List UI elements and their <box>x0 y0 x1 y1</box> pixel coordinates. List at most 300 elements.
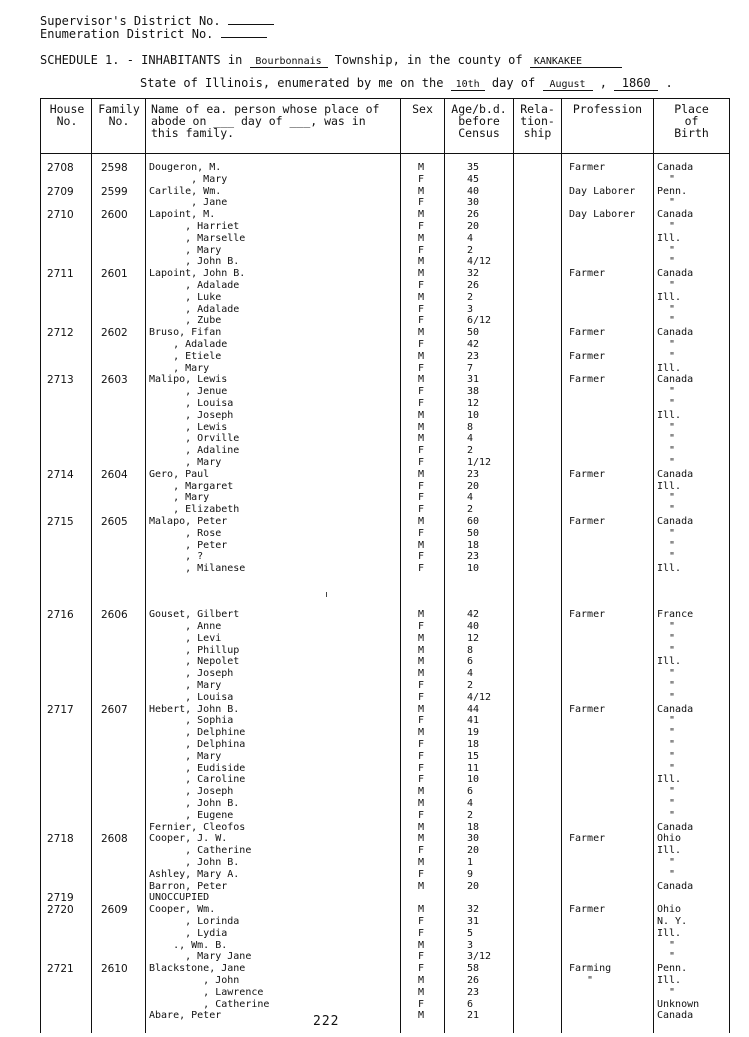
person-name: , Joseph <box>149 409 234 421</box>
birthplace-value: Ill. <box>657 362 682 374</box>
age-value: 38 <box>467 386 480 398</box>
house-number: 2719 <box>47 892 74 905</box>
age-value: 1 <box>467 857 474 868</box>
house-number: 2709 <box>47 185 74 198</box>
table-row <box>41 963 729 975</box>
table-row <box>41 563 729 575</box>
age-value: 2 <box>467 291 474 303</box>
birthplace-value: " <box>657 421 676 433</box>
table-row <box>41 668 729 680</box>
sex-value: F <box>418 173 425 185</box>
age-value: 5 <box>467 927 474 939</box>
enumeration-month: August <box>543 79 593 91</box>
birthplace-value: " <box>657 668 676 680</box>
sex-value: M <box>418 539 425 551</box>
table-row <box>41 857 729 869</box>
sex-value: F <box>418 445 425 457</box>
birthplace-value: " <box>657 256 676 268</box>
house-number: 2718 <box>47 833 74 846</box>
age-value: 31 <box>467 916 480 927</box>
age-value: 6 <box>467 786 474 798</box>
sex-value: M <box>418 268 425 280</box>
age-value: 1/12 <box>467 457 492 468</box>
sex-value: F <box>418 845 425 857</box>
birthplace-value: France <box>657 609 694 621</box>
house-number: 2715 <box>47 516 74 528</box>
profession-value: Farmer <box>569 703 606 715</box>
sex-value: F <box>418 457 425 468</box>
family-number: 2607 <box>101 703 128 716</box>
person-name: , Jane <box>149 197 228 209</box>
age-value: 11 <box>467 762 480 774</box>
age-value: 23 <box>467 468 480 480</box>
person-name: Hebert, John B. <box>149 703 240 715</box>
table-row <box>41 256 729 268</box>
table-row <box>41 174 729 186</box>
birthplace-value: " <box>657 762 676 774</box>
state-prefix: State of Illinois, enumerated by me on the <box>140 76 444 90</box>
person-name: , John B. <box>149 798 240 809</box>
age-value: 2 <box>467 809 474 821</box>
family-number: 2609 <box>101 904 128 917</box>
person-name: , Delphina <box>149 739 246 750</box>
table-row <box>41 422 729 434</box>
table-row <box>41 374 729 386</box>
table-row <box>41 363 729 375</box>
age-value: 20 <box>467 480 480 492</box>
birthplace-value: " <box>657 632 676 644</box>
supervisor-district-label: Supervisor's District No. <box>40 14 221 28</box>
column-header-profession: Profession <box>572 102 643 116</box>
age-value: 42 <box>467 609 480 621</box>
header-divider <box>41 153 729 154</box>
person-name: , Adalade <box>149 280 240 291</box>
month-comma: , <box>599 76 607 90</box>
sex-value: M <box>418 880 425 892</box>
sex-value: M <box>418 644 425 656</box>
table-row <box>41 904 729 916</box>
age-value: 3/12 <box>467 951 492 963</box>
profession-value: Farmer <box>569 374 606 386</box>
person-name: Malapo, Peter <box>149 516 228 527</box>
table-row <box>41 398 729 410</box>
age-value: 3 <box>467 939 474 951</box>
table-row <box>41 999 729 1011</box>
table-row <box>41 327 729 339</box>
person-name: Cooper, Wm. <box>149 904 216 916</box>
age-value: 21 <box>467 1010 480 1022</box>
birthplace-value: " <box>657 857 676 868</box>
house-number: 2710 <box>47 209 74 222</box>
birthplace-value: " <box>657 939 676 951</box>
profession-value: Day Laborer <box>569 209 636 221</box>
age-value: 10 <box>467 563 480 575</box>
table-row <box>41 892 729 904</box>
table-row <box>41 457 729 469</box>
sex-value: F <box>418 762 425 774</box>
sex-value: F <box>418 221 425 232</box>
age-value: 2 <box>467 680 474 691</box>
profession-value: Farmer <box>569 609 606 621</box>
age-value: 44 <box>467 703 480 715</box>
sex-value: M <box>418 185 425 197</box>
table-row <box>41 280 729 292</box>
sex-value: F <box>418 398 425 409</box>
age-value: 10 <box>467 774 480 786</box>
age-value: 4 <box>467 232 474 244</box>
person-name: , Mary <box>149 244 222 256</box>
day-suffix: day of <box>491 76 536 90</box>
sex-value: M <box>418 374 425 386</box>
table-row <box>41 656 729 668</box>
profession-value: Farming <box>569 963 612 975</box>
sex-value: F <box>418 621 425 632</box>
family-number: 2610 <box>101 963 128 976</box>
table-row <box>41 551 729 563</box>
table-row <box>41 162 729 174</box>
person-name: , Adalade <box>149 339 228 350</box>
person-name: , Mary <box>149 173 228 185</box>
table-row <box>41 315 729 327</box>
birthplace-value: " <box>657 786 676 798</box>
age-value: 4 <box>467 433 474 445</box>
table-row <box>41 292 729 304</box>
table-row <box>41 739 729 751</box>
house-number: 2716 <box>47 609 74 622</box>
table-row <box>41 798 729 810</box>
person-name: , Peter <box>149 539 228 551</box>
table-row <box>41 492 729 504</box>
birthplace-value: " <box>657 350 676 362</box>
table-row <box>41 727 729 739</box>
table-row <box>41 245 729 257</box>
birthplace-value: " <box>657 398 676 409</box>
sex-value: M <box>418 857 425 868</box>
person-name: , Lewis <box>149 421 228 433</box>
age-value: 6 <box>467 998 474 1010</box>
enumeration-district-label: Enumeration District No. <box>40 27 214 41</box>
table-row <box>41 928 729 940</box>
age-value: 23 <box>467 986 480 998</box>
column-header-house: House No. <box>49 102 85 128</box>
birthplace-value: Canada <box>657 703 694 715</box>
person-name: , Delphine <box>149 727 246 739</box>
age-value: 31 <box>467 374 480 386</box>
person-name: , Margaret <box>149 480 234 492</box>
enumeration-district-line <box>40 27 267 41</box>
person-name: , Mary <box>149 362 210 374</box>
age-value: 50 <box>467 327 480 339</box>
person-name: , Mary <box>149 492 210 504</box>
profession-value: Farmer <box>569 162 606 173</box>
age-value: 41 <box>467 715 480 727</box>
sex-value: M <box>418 786 425 798</box>
birthplace-value: N. Y. <box>657 916 688 927</box>
age-value: 26 <box>467 209 480 221</box>
birthplace-value: Penn. <box>657 963 688 975</box>
table-row <box>41 304 729 316</box>
birthplace-value: " <box>657 809 676 821</box>
table-row <box>41 469 729 481</box>
township-name: Bourbonnais <box>250 56 328 68</box>
birthplace-value: " <box>657 621 676 632</box>
person-name: , Lydia <box>149 927 228 939</box>
birthplace-value: Ill. <box>657 232 682 244</box>
birthplace-value: " <box>657 492 676 504</box>
person-name: , John <box>149 975 240 986</box>
table-row <box>41 386 729 398</box>
age-value: 18 <box>467 739 480 750</box>
profession-value: Day Laborer <box>569 185 636 197</box>
table-row <box>41 940 729 952</box>
birthplace-value: " <box>657 539 676 551</box>
age-value: 10 <box>467 409 480 421</box>
birthplace-value: Canada <box>657 162 694 173</box>
table-row <box>41 268 729 280</box>
column-header-birthplace: Place of Birth <box>674 102 709 140</box>
table-row <box>41 504 729 516</box>
person-name: Gero, Paul <box>149 468 210 480</box>
age-value: 7 <box>467 362 474 374</box>
sex-value: M <box>418 703 425 715</box>
column-header-relationship: Rela- tion- ship <box>520 102 555 140</box>
sex-value: F <box>418 504 425 516</box>
house-number: 2708 <box>47 162 74 174</box>
table-row <box>41 351 729 363</box>
schedule-line <box>40 53 622 68</box>
person-name: Abare, Peter <box>149 1010 222 1022</box>
birthplace-value: Canada <box>657 268 694 280</box>
birthplace-value: Canada <box>657 374 694 386</box>
house-number: 2712 <box>47 327 74 340</box>
birthplace-value: Penn. <box>657 185 688 197</box>
person-name: Lapoint, M. <box>149 209 216 221</box>
state-line <box>140 76 673 91</box>
birthplace-value: " <box>657 739 676 750</box>
sex-value: F <box>418 739 425 750</box>
sex-value: M <box>418 409 425 421</box>
birthplace-value: " <box>657 750 676 762</box>
age-value: 15 <box>467 750 480 762</box>
birthplace-value: Canada <box>657 516 694 527</box>
table-row <box>41 833 729 845</box>
age-value: 4 <box>467 492 474 504</box>
sex-value: F <box>418 951 425 963</box>
person-name: Dougeron, M. <box>149 162 222 173</box>
age-value: 40 <box>467 621 480 632</box>
sex-value: M <box>418 468 425 480</box>
table-row <box>41 339 729 351</box>
column-header-sex: Sex <box>412 102 433 116</box>
house-number: 2720 <box>47 904 74 917</box>
profession-value: Farmer <box>569 327 606 339</box>
person-name: , Etiele <box>149 350 222 362</box>
profession-value: " <box>569 975 594 986</box>
enumeration-day: 10th <box>451 79 485 91</box>
birthplace-value: Ill. <box>657 656 682 668</box>
person-name: , Milanese <box>149 563 246 575</box>
person-name: , Phillup <box>149 644 240 656</box>
person-name: , Sophia <box>149 715 234 727</box>
age-value: 42 <box>467 339 480 350</box>
birthplace-value: Ill. <box>657 845 682 857</box>
table-row <box>41 433 729 445</box>
birthplace-value: Unknown <box>657 998 700 1010</box>
person-name: , Louisa <box>149 398 234 409</box>
age-value: 3 <box>467 303 474 315</box>
sex-value: F <box>418 998 425 1010</box>
birthplace-value: " <box>657 303 676 315</box>
person-name: , Jenue <box>149 386 228 398</box>
sex-value: F <box>418 339 425 350</box>
sex-value: F <box>418 916 425 927</box>
table-row <box>41 680 729 692</box>
table-row <box>41 704 729 716</box>
family-number: 2604 <box>101 468 128 481</box>
table-row <box>41 975 729 987</box>
age-value: 2 <box>467 504 474 516</box>
sex-value: F <box>418 715 425 727</box>
sex-value: F <box>418 563 425 575</box>
birthplace-value: Ill. <box>657 409 682 421</box>
person-name: , Louisa <box>149 691 234 703</box>
birthplace-value: " <box>657 691 676 703</box>
table-row <box>41 645 729 657</box>
table-row <box>41 786 729 798</box>
age-value: 30 <box>467 197 480 209</box>
person-name: , Lorinda <box>149 916 240 927</box>
sex-value: M <box>418 656 425 668</box>
birthplace-value: " <box>657 197 676 209</box>
birthplace-value: Ohio <box>657 904 682 916</box>
enumeration-year: 1860 <box>614 76 658 91</box>
sex-value: M <box>418 162 425 173</box>
age-value: 8 <box>467 421 474 433</box>
table-row <box>41 481 729 493</box>
sex-value: M <box>418 986 425 998</box>
schedule-prefix: SCHEDULE 1. - INHABITANTS in <box>40 53 243 67</box>
age-value: 8 <box>467 644 474 656</box>
profession-value: Farmer <box>569 516 606 527</box>
age-value: 18 <box>467 821 480 833</box>
age-value: 2 <box>467 244 474 256</box>
house-number: 2714 <box>47 468 74 481</box>
person-name: , Orville <box>149 433 240 445</box>
person-name: , Elizabeth <box>149 504 240 516</box>
family-number: 2606 <box>101 609 128 622</box>
person-name: Gouset, Gilbert <box>149 609 240 621</box>
table-row <box>41 609 729 621</box>
profession-value: Farmer <box>569 833 606 845</box>
sex-value: M <box>418 668 425 680</box>
person-name: , Mary <box>149 750 222 762</box>
person-name: , Luke <box>149 291 222 303</box>
table-row <box>41 774 729 786</box>
birthplace-value: Ill. <box>657 975 682 986</box>
sex-value: M <box>418 632 425 644</box>
birthplace-value: Canada <box>657 1010 694 1022</box>
sex-value: M <box>418 833 425 845</box>
house-number: 2721 <box>47 963 74 976</box>
birthplace-value: " <box>657 244 676 256</box>
sex-value: M <box>418 421 425 433</box>
sex-value: M <box>418 798 425 809</box>
sex-value: F <box>418 809 425 821</box>
year-period: . <box>665 76 673 90</box>
age-value: 4 <box>467 798 474 809</box>
family-number: 2608 <box>101 833 128 846</box>
sex-value: F <box>418 691 425 703</box>
person-name: Bruso, Fifan <box>149 327 222 339</box>
birthplace-value: " <box>657 868 676 880</box>
supervisor-district-blank <box>228 14 274 25</box>
sex-value: F <box>418 280 425 291</box>
sex-value: M <box>418 327 425 339</box>
age-value: 30 <box>467 833 480 845</box>
profession-value: Farmer <box>569 268 606 280</box>
sex-value: M <box>418 433 425 445</box>
person-name: Malipo, Lewis <box>149 374 228 386</box>
person-name: Blackstone, Jane <box>149 963 246 975</box>
birthplace-value: Canada <box>657 327 694 339</box>
table-row <box>41 987 729 999</box>
person-name: , Adaline <box>149 445 240 457</box>
birthplace-value: Ill. <box>657 563 682 575</box>
table-row <box>41 445 729 457</box>
age-value: 20 <box>467 221 480 232</box>
sex-value: M <box>418 821 425 833</box>
table-row <box>41 621 729 633</box>
county-name: KANKAKEE <box>530 56 622 68</box>
sex-value: F <box>418 527 425 539</box>
birthplace-value: Ill. <box>657 774 682 786</box>
column-header-age: Age/b.d. before Census <box>451 102 507 140</box>
person-name: Lapoint, John B. <box>149 268 246 280</box>
birthplace-value: " <box>657 527 676 539</box>
person-name: , Mary Jane <box>149 951 252 963</box>
person-name: , Marselle <box>149 232 246 244</box>
birthplace-value: Ill. <box>657 291 682 303</box>
person-name: , Harriet <box>149 221 240 232</box>
table-row <box>41 197 729 209</box>
township-mid-text: Township, in the county of <box>334 53 523 67</box>
table-row <box>41 1010 729 1022</box>
age-value: 26 <box>467 975 480 986</box>
person-name: , Catherine <box>149 845 252 857</box>
birthplace-value: " <box>657 280 676 291</box>
column-header-name: Name of ea. person whose place of abode on ___ day of ___, was in this family. <box>151 102 380 140</box>
person-name: Fernier, Cleofos <box>149 821 246 833</box>
profession-value: Farmer <box>569 468 606 480</box>
birthplace-value: " <box>657 386 676 398</box>
person-name: , John B. <box>149 256 240 268</box>
table-row <box>41 209 729 221</box>
table-row <box>41 751 729 763</box>
age-value: 20 <box>467 880 480 892</box>
age-value: 60 <box>467 516 480 527</box>
age-value: 19 <box>467 727 480 739</box>
family-number: 2600 <box>101 209 128 222</box>
birthplace-value: Canada <box>657 821 694 833</box>
person-name: Carlile, Wm. <box>149 185 222 197</box>
age-value: 6/12 <box>467 315 492 327</box>
age-value: 23 <box>467 551 480 563</box>
birthplace-value: " <box>657 457 676 468</box>
sex-value: F <box>418 750 425 762</box>
family-number: 2598 <box>101 162 128 174</box>
sex-value: M <box>418 256 425 268</box>
person-name: , Levi <box>149 632 222 644</box>
